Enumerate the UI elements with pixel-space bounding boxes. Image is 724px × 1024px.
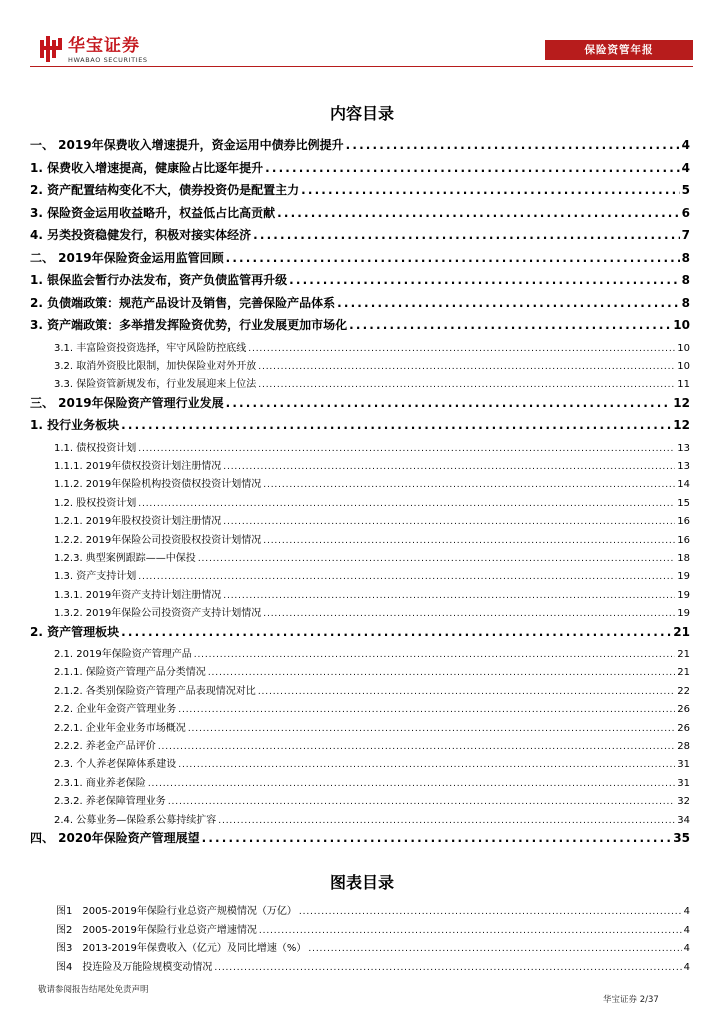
toc-title: 内容目录 (329, 104, 394, 123)
toc-entry[interactable]: 3. 保险资金运用收益略升，权益低占比高贡献 . . . 6 (30, 204, 690, 227)
toc-entry[interactable]: 2. 资产配置结构变化不大，债券投资仍是配置主力 . . . 5 (30, 181, 690, 204)
figure-list-title: 图表目录 (329, 873, 394, 892)
page-header (0, 0, 724, 75)
footer-page-info (603, 993, 659, 1005)
toc-entry[interactable]: 1. 银保监会暂行办法发布，资产负债监管再升级 . . . 8 (30, 271, 690, 294)
toc-entry[interactable]: 2.1.1. 保险资产管理产品分类情况 . . . 21 (30, 663, 690, 681)
company-name-cn: 华宝证券 (68, 36, 140, 56)
toc-entry[interactable]: 1. 投行业务板块 . . . 12 (30, 416, 690, 439)
toc-entry[interactable]: 1.2.1. 2019年股权投资计划注册情况 . . . 16 (30, 512, 690, 530)
toc-entry[interactable]: 3.3. 保险资管新规发布，行业发展迎来上位法 . . . 11 (30, 375, 690, 393)
company-name-en: HWABAO SECURITIES (68, 56, 148, 64)
footer-company: 华宝证券 (603, 995, 638, 1005)
toc-entry[interactable]: 1. 保费收入增速提高，健康险占比逐年提升 . . . 4 (30, 159, 690, 182)
toc-entry[interactable]: 2.3. 个人养老保障体系建设 . . . 31 (30, 755, 690, 773)
toc-entry[interactable]: 1.2.3. 典型案例跟踪——中保投 . . . 18 (30, 549, 690, 567)
toc-entry[interactable]: 1.2. 股权投资计划 . . . 15 (30, 494, 690, 512)
toc-entry[interactable]: 1.1. 债权投资计划 . . . 13 (30, 439, 690, 457)
toc-entry[interactable]: 2. 负债端政策：规范产品设计及销售，完善保险产品体系 . . . 8 (30, 294, 690, 317)
table-of-contents (30, 136, 690, 851)
toc-entry[interactable]: 1.3.1. 2019年资产支持计划注册情况 . . . 19 (30, 586, 690, 604)
figure-entry[interactable]: 图4 投连险及万能险规模变动情况 . . . 4 (30, 958, 690, 977)
toc-entry[interactable]: 1.2.2. 2019年保险公司投资股权投资计划情况 . . . 16 (30, 531, 690, 549)
toc-entry[interactable]: 2. 资产管理板块 . . . 21 (30, 623, 690, 646)
toc-entry[interactable]: 1.1.1. 2019年债权投资计划注册情况 . . . 13 (30, 457, 690, 475)
toc-entry[interactable]: 2.1.2. 各类别保险资产管理产品表现情况对比 . . . 22 (30, 682, 690, 700)
toc-entry[interactable]: 三、 2019年保险资产管理行业发展 . . . 12 (30, 394, 690, 417)
toc-entry[interactable]: 2.2.2. 养老金产品评价 . . . 28 (30, 737, 690, 755)
toc-entry[interactable]: 2.2.1. 企业年金业务市场概况 . . . 26 (30, 719, 690, 737)
toc-entry[interactable]: 1.3. 资产支持计划 . . . 19 (30, 567, 690, 585)
toc-entry[interactable]: 二、 2019年保险资金运用监管回顾 . . . 8 (30, 249, 690, 272)
footer-page-number: 2/37 (639, 995, 659, 1005)
toc-entry[interactable]: 2.4. 公募业务—保险系公募持续扩容 . . . 34 (30, 811, 690, 829)
report-type-badge: 保险资管年报 (545, 40, 693, 60)
toc-entry[interactable]: 2.3.2. 养老保障管理业务 . . . 32 (30, 792, 690, 810)
toc-entry[interactable]: 1.3.2. 2019年保险公司投资资产支持计划情况 . . . 19 (30, 604, 690, 622)
toc-entry[interactable]: 四、 2020年保险资产管理展望 . . . 35 (30, 829, 690, 852)
toc-entry[interactable]: 1.1.2. 2019年保险机构投资债权投资计划情况 . . . 14 (30, 475, 690, 493)
toc-entry[interactable]: 3. 资产端政策：多举措发挥险资优势，行业发展更加市场化 . . . 10 (30, 316, 690, 339)
figure-entry[interactable]: 图3 2013-2019年保费收入（亿元）及同比增速（%） . . . 4 (30, 939, 690, 958)
footer-disclaimer: 敬请参阅报告结尾处免责声明 (38, 985, 149, 995)
toc-entry[interactable]: 4. 另类投资稳健发行，积极对接实体经济 . . . 7 (30, 226, 690, 249)
toc-entry[interactable]: 3.1. 丰富险资投资选择，牢守风险防控底线 . . . 10 (30, 339, 690, 357)
figure-entry[interactable]: 图1 2005-2019年保险行业总资产规模情况（万亿） . . . 4 (30, 902, 690, 921)
toc-entry[interactable]: 2.2. 企业年金资产管理业务 . . . 26 (30, 700, 690, 718)
hwabao-logo-icon (40, 36, 64, 62)
toc-entry[interactable]: 一、 2019年保费收入增速提升，资金运用中债券比例提升 . . . 4 (30, 136, 690, 159)
header-divider (30, 66, 693, 67)
figure-entry[interactable]: 图2 2005-2019年保险行业总资产增速情况 . . . 4 (30, 921, 690, 940)
toc-entry[interactable]: 3.2. 取消外资股比限制，加快保险业对外开放 . . . 10 (30, 357, 690, 375)
toc-entry[interactable]: 2.3.1. 商业养老保险 . . . 31 (30, 774, 690, 792)
figure-list (30, 902, 690, 976)
toc-entry[interactable]: 2.1. 2019年保险资产管理产品 . . . 21 (30, 645, 690, 663)
